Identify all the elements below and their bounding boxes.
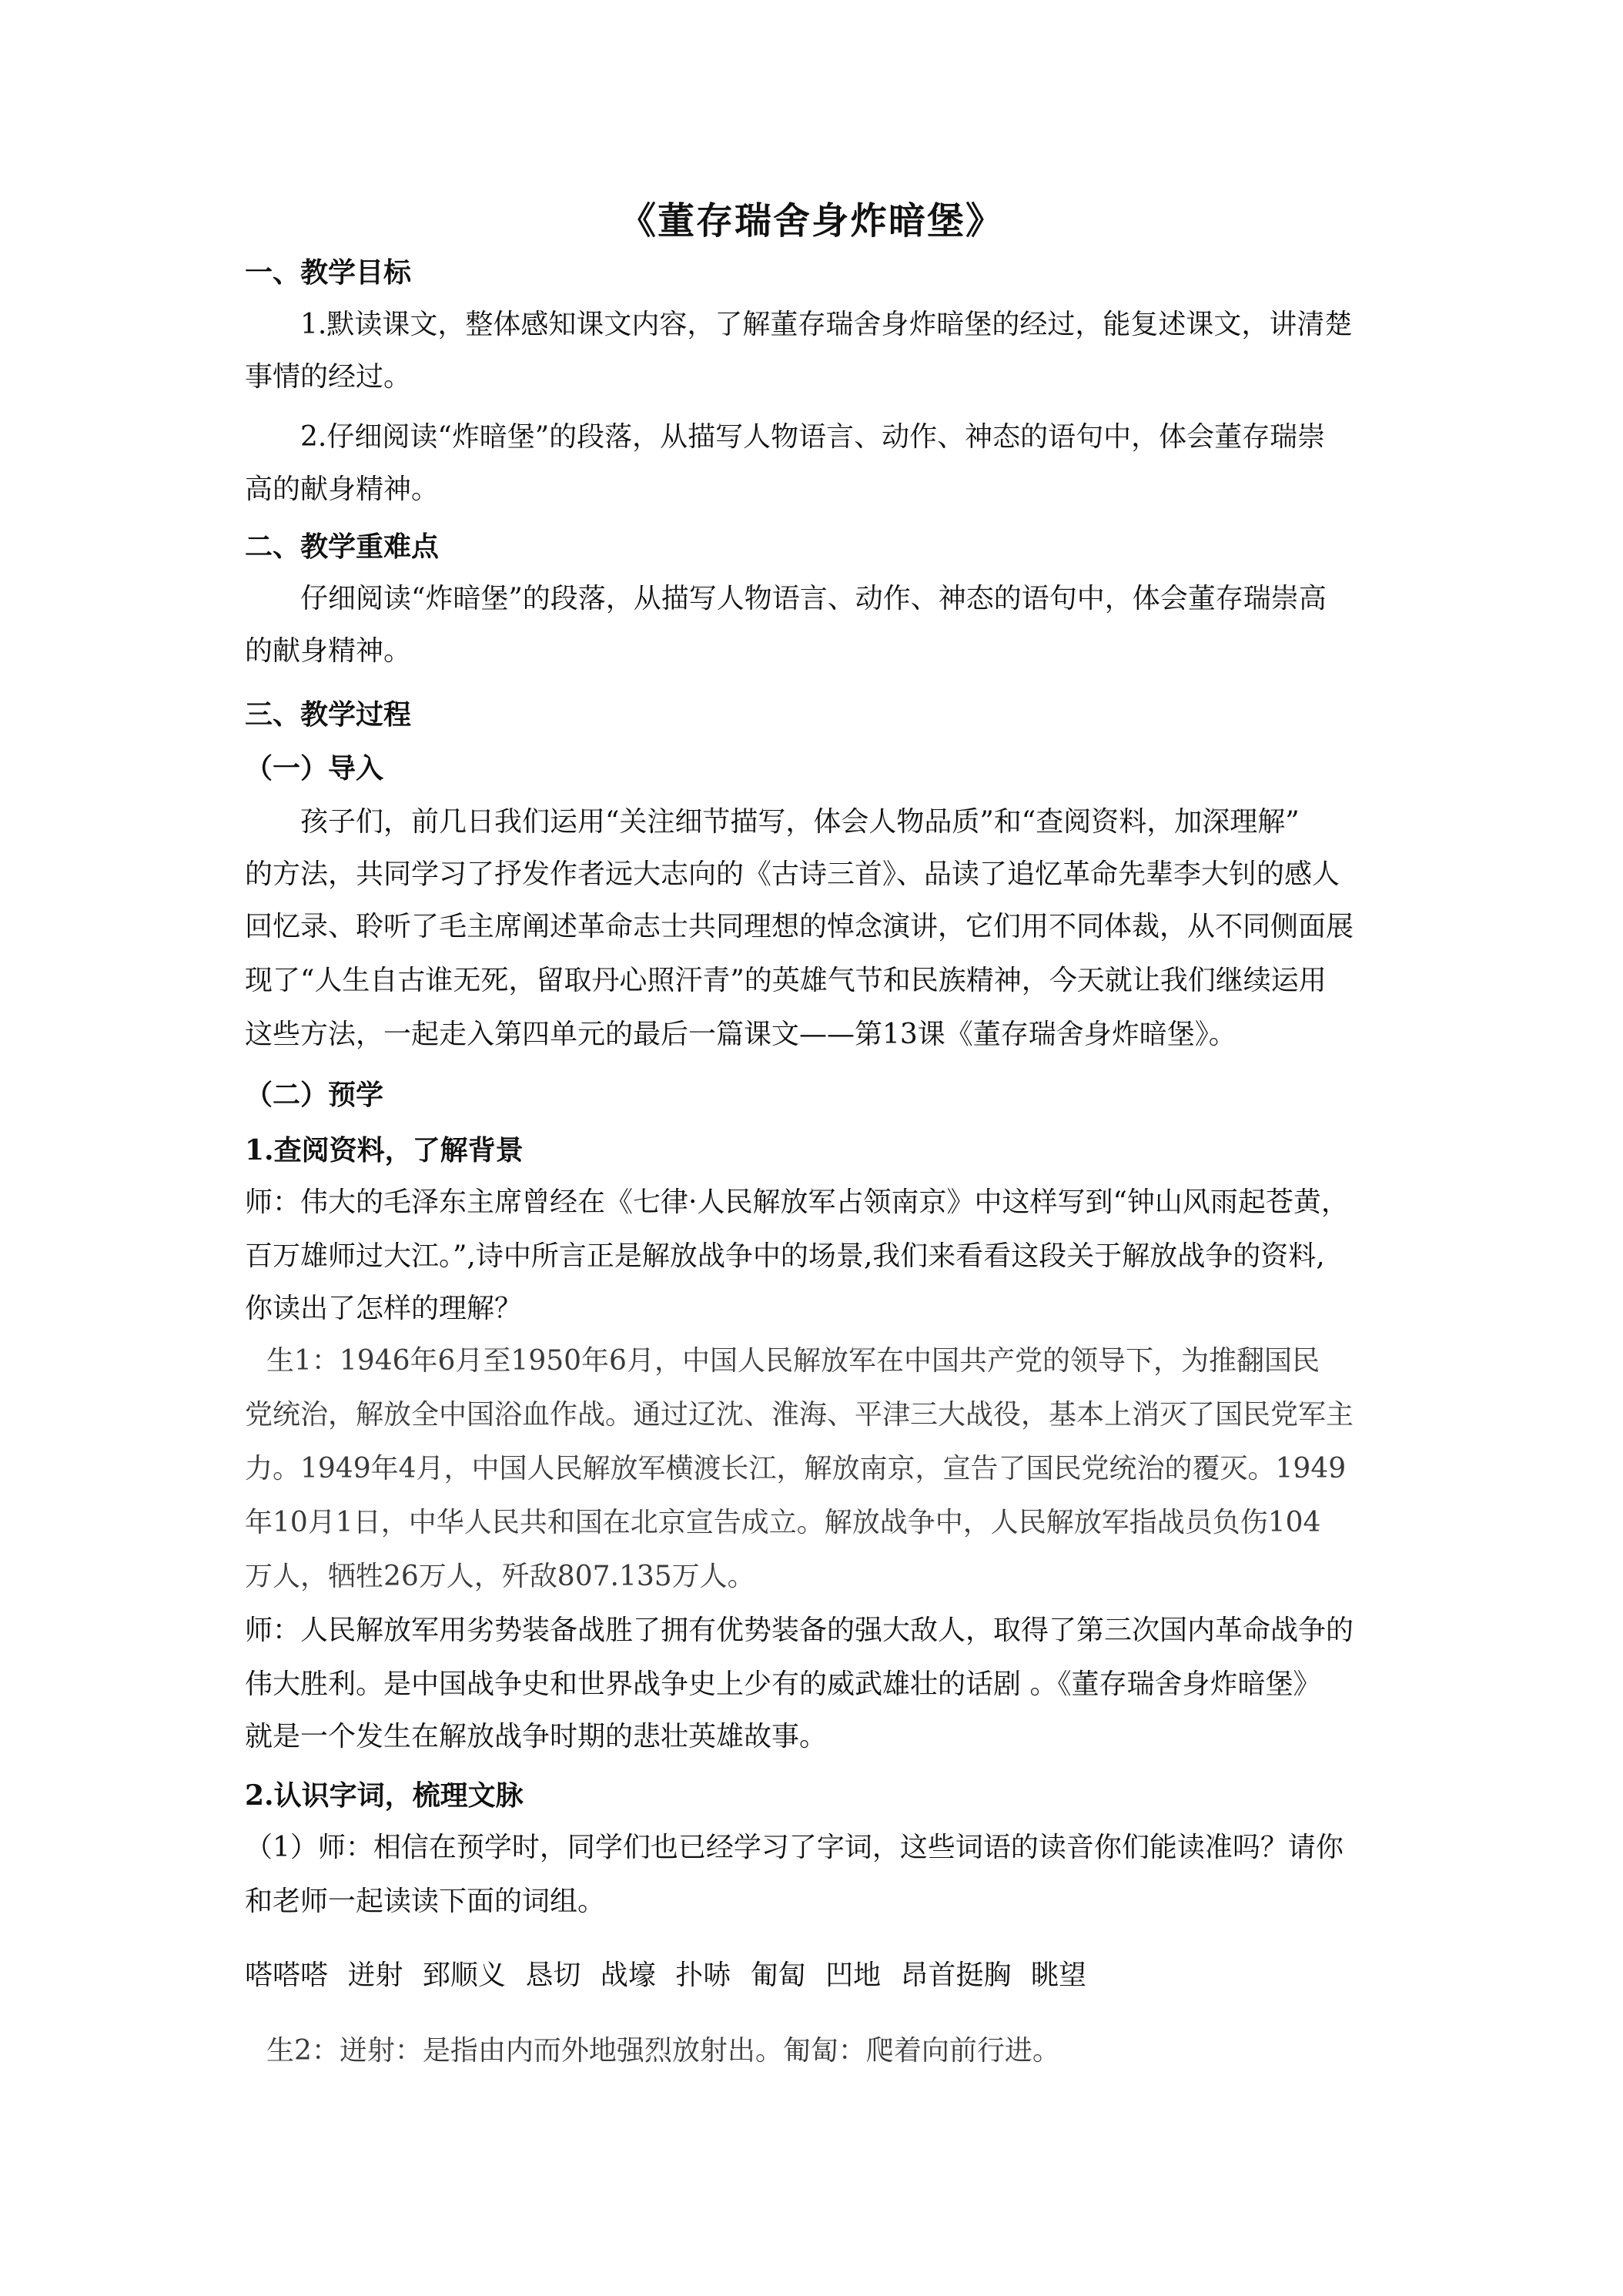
student-2-line: 生2：迸射：是指由内而外地强烈放射出。匍匐：爬着向前行进。 (266, 2035, 1060, 2067)
teacher-line-2: 百万雄师过大江。”,诗中所言正是解放战争中的场景,我们来看看这段关于解放战争的资料, (245, 1240, 1325, 1272)
heading-key-points: 二、教学重难点 (245, 530, 440, 563)
vocab-prompt-line-2: 和老师一起读读下面的词组。 (245, 1886, 606, 1917)
intro-line-2: 的方法，共同学习了抒发作者远大志向的《古诗三首》、品读了追忆革命先辈李大钊的感人 (245, 858, 1340, 890)
teacher-summary-line-2: 伟大胜利。是中国战争史和世界战争史上少有的威武雄壮的话剧 。《董存瑞舍身炸暗堡》 (245, 1668, 1321, 1700)
step-1-heading: 1.查阅资料，了解背景 (245, 1134, 524, 1166)
heading-teaching-goals: 一、教学目标 (245, 256, 412, 289)
intro-line-3: 回忆录、聆听了毛主席阐述革命志士共同理想的悼念演讲，它们用不同体裁，从不同侧面展 (245, 911, 1354, 942)
step-2-heading: 2.认识字词，梳理文脉 (245, 1779, 524, 1812)
teacher-line-1: 师：伟大的毛泽东主席曾经在《七律·人民解放军占领南京》中这样写到“钟山风雨起苍黄， (245, 1186, 1349, 1218)
key-points-line-1: 仔细阅读“炸暗堡”的段落，从描写人物语言、动作、神态的语句中，体会董存瑞崇高 (300, 583, 1327, 614)
student-1-line-5: 万人，牺牲26万人，歼敌807.135万人。 (245, 1561, 755, 1592)
goal-2-line-1: 2.仔细阅读“炸暗堡”的段落，从描写人物语言、动作、神态的语句中，体会董存瑞崇 (300, 421, 1326, 453)
vocab-prompt-line-1: （1）师：相信在预学时，同学们也已经学习了字词，这些词语的读音你们能读准吗？请你 (245, 1832, 1344, 1863)
intro-line-4: 现了“人生自古谁无死，留取丹心照汗青”的英雄气节和民族精神，今天就让我们继续运用 (245, 965, 1327, 996)
teacher-line-3: 你读出了怎样的理解？ (245, 1293, 523, 1324)
subheading-intro: （一）导入 (245, 752, 384, 785)
goal-1-line-1: 1.默读课文，整体感知课文内容，了解董存瑞舍身炸暗堡的经过，能复述课文，讲清楚 (300, 309, 1353, 340)
intro-line-1: 孩子们，前几日我们运用“关注细节描写，体会人物品质”和“查阅资料，加深理解” (300, 806, 1300, 838)
goal-2-line-2: 高的献身精神。 (245, 474, 440, 505)
vocabulary-list: 嗒嗒嗒 迸射 郅顺义 恳切 战壕 扑哧 匍匐 凹地 昂首挺胸 眺望 (245, 1960, 1086, 1991)
goal-1-line-2: 事情的经过。 (245, 361, 412, 393)
teacher-summary-line-3: 就是一个发生在解放战争时期的悲壮英雄故事。 (245, 1721, 828, 1752)
subheading-prestudy: （二）预学 (245, 1079, 384, 1111)
heading-teaching-process: 三、教学过程 (245, 698, 412, 731)
document-title: 《董存瑞舍身炸暗堡》 (618, 199, 1004, 243)
student-1-line-2: 党统治，解放全中国浴血作战。通过辽沈、淮海、平津三大战役，基本上消灭了国民党军主 (245, 1399, 1354, 1431)
student-1-line-1: 生1：1946年6月至1950年6月，中国人民解放军在中国共产党的领导下，为推翻国民 (266, 1345, 1320, 1377)
teacher-summary-line-1: 师：人民解放军用劣势装备战胜了拥有优势装备的强大敌人，取得了第三次国内革命战争的 (245, 1615, 1354, 1646)
intro-line-5: 这些方法，一起走入第四单元的最后一篇课文——第13课《董存瑞舍身炸暗堡》。 (245, 1019, 1236, 1050)
student-1-line-4: 年10月1日，中华人民共和国在北京宣告成立。解放战争中，人民解放军指战员负伤104 (245, 1507, 1321, 1538)
student-1-line-3: 力。1949年4月，中国人民解放军横渡长江，解放南京，宣告了国民党统治的覆灭。1949 (245, 1453, 1347, 1484)
key-points-line-2: 的献身精神。 (245, 635, 412, 667)
